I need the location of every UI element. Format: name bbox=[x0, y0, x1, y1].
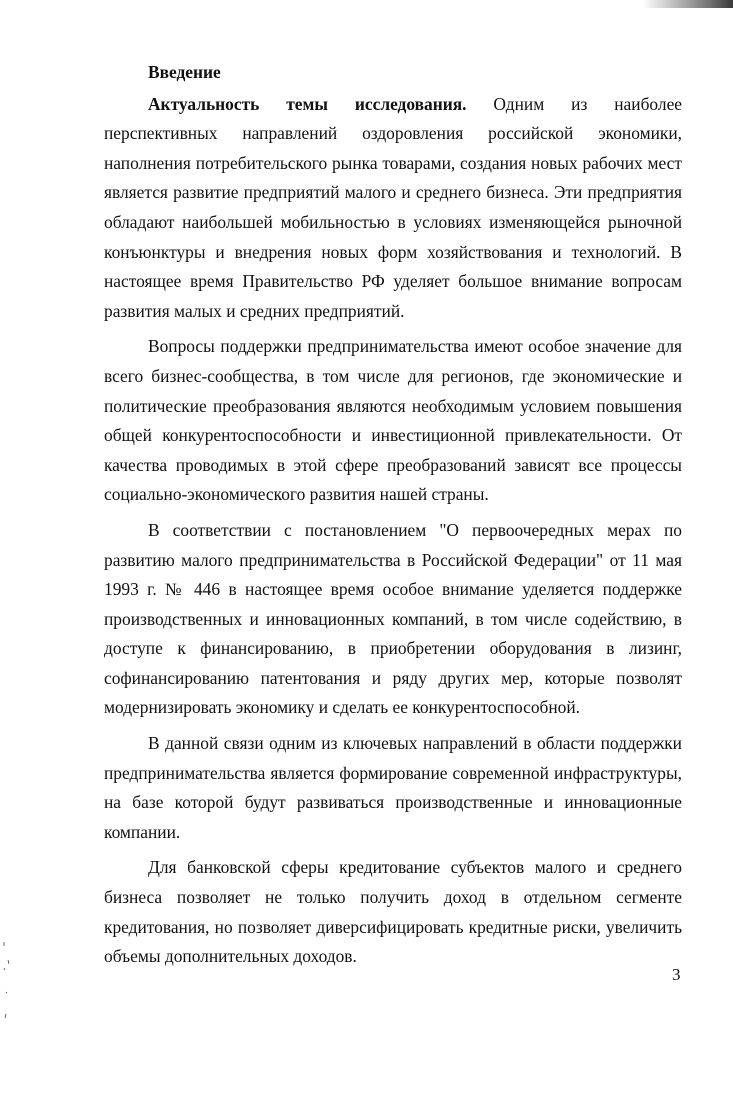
lead-bold-phrase: Актуальность темы исследования. bbox=[148, 93, 467, 114]
paragraph-banking: Для банковской сферы кредитование субъектов малого и среднего бизнеса позволяет не только получить доход в отдельном сегменте кредитования, но позволяет диверсифицировать кредитные риски, увеличить объемы дополнительных доходов. bbox=[104, 857, 682, 967]
page-number: 3 bbox=[672, 965, 681, 984]
paragraph-text: Одним из наиболее перспективных направлений оздоровления российской экономики, наполнения потребительского рынка товарами, создания новых рабочих мест является развитие предприятий малого и среднего бизнеса. Эти предприятия обладают наибольшей мобильностью в условиях изменяющейся рыночной конъюнктуры и внедрения новых форм хозяйствования и технологий. В настоящее время Правительство РФ уделяет большое внимание вопросам развития малых и средних предприятий. bbox=[104, 93, 683, 321]
paragraph-infrastructure: В данной связи одним из ключевых направлений в области поддержки предпринимательства является формирование современной инфраструктуры, на базе которой будут развиваться производственные и инновационные компании. bbox=[104, 733, 682, 842]
scan-shadow-corner bbox=[643, 0, 733, 8]
section-heading: Введение bbox=[148, 62, 221, 82]
paragraph-decree: В соответствии с постановлением "О первоочередных мерах по развитию малого предпринимательства в Российской Федерации" от 11 мая 1993 г. № 446 в настоящее время особое внимание уделяется поддержке производственных и инновационных компаний, в том числе содействию, в доступе к финансированию, в приобретении оборудования в лизинг, софинансированию патентования и ряду других мер, которые позволят модернизировать экономику и сделать ее конкурентоспособной. bbox=[104, 519, 682, 718]
paragraph-support: Вопросы поддержки предпринимательства имеют особое значение для всего бизнес-сообщества, в том числе для регионов, где экономические и политические преобразования являются необходимым условием повышения общей конкурентоспособности и инвестиционной привлекательности. От качества проводимых в этой сфере преобразований зависят все процессы социально-экономического развития нашей страны. bbox=[104, 336, 682, 505]
document-page bbox=[104, 58, 682, 974]
paragraph-relevance bbox=[104, 90, 682, 327]
scan-margin-marks bbox=[2, 940, 12, 1020]
